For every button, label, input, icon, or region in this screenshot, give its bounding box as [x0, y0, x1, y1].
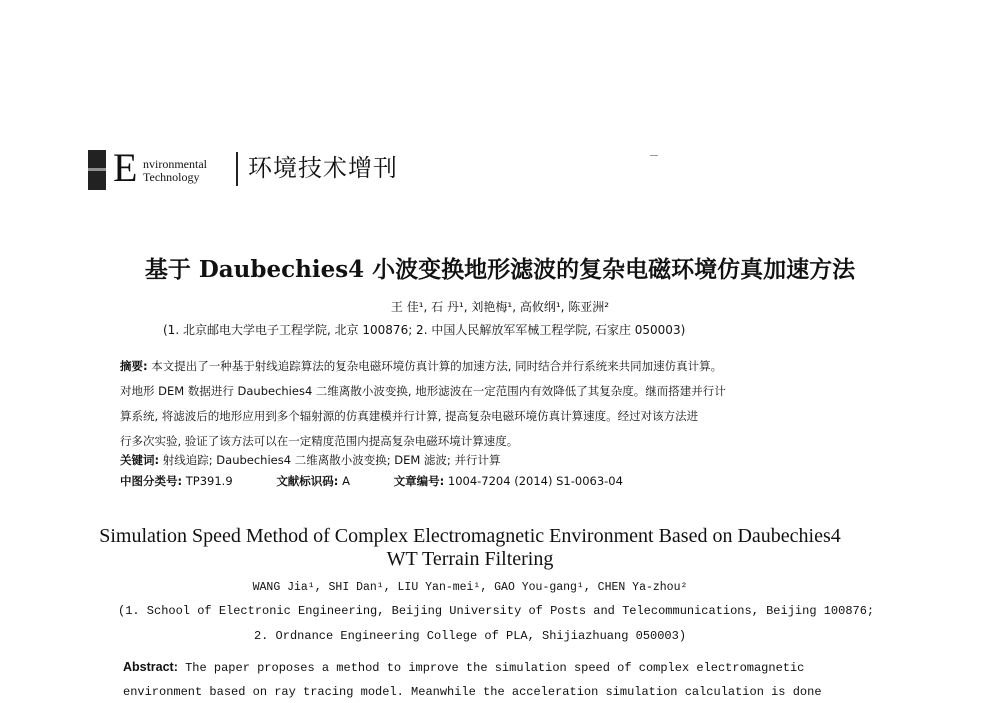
article-number-value: 1004-7204 (2014) S1-0063-04	[447, 474, 623, 488]
keywords-cn	[120, 452, 500, 468]
affiliation-cn: (1. 北京邮电大学电子工程学院, 北京 100876; 2. 中国人民解放军军械工程学院, 石家庄 050003)	[163, 323, 686, 337]
paper-title-en	[0, 525, 940, 571]
abstract-cn-text: 本文提出了一种基于射线追踪算法的复杂电磁环境仿真计算的加速方法, 同时结合并行系统来共同加速仿真计算。	[151, 359, 723, 373]
scan-mark	[650, 155, 658, 156]
abstract-en-line1	[123, 660, 804, 675]
affiliation-en-line2: 2. Ordnance Engineering College of PLA, Shijiazhuang 050003)	[253, 629, 687, 643]
journal-logo-line1: nvironmental	[143, 157, 207, 171]
class-value: TP391.9	[185, 474, 233, 488]
abstract-cn-line: 对地形 DEM 数据进行 Daubechies4 二维离散小波变换, 地形滤波在一定范围内有效降低了其复杂度。继而搭建并行计	[120, 384, 726, 398]
abstract-cn	[120, 354, 830, 454]
affiliation-en-line1: (1. School of Electronic Engineering, Beijing University of Posts and Telecommunications, Beijing 100876;	[118, 604, 875, 618]
class-label: 中图分类号:	[120, 474, 183, 488]
paper-title-en-line2: WT Terrain Filtering	[386, 548, 554, 570]
abstract-cn-label: 摘要:	[120, 359, 148, 373]
abstract-cn-line: 算系统, 将滤波后的地形应用到多个辐射源的仿真建模并行计算, 提高复杂电磁环境仿真计算速度。经过对该方法进	[120, 409, 699, 423]
journal-logo-line2: Technology	[143, 170, 200, 184]
abstract-en-label: Abstract:	[123, 660, 178, 674]
journal-logo-text	[143, 158, 207, 184]
paper-title-cn: 基于 Daubechies4 小波变换地形滤波的复杂电磁环境仿真加速方法	[144, 256, 856, 283]
abstract-en-text: The paper proposes a method to improve the simulation speed of complex electromagnetic	[185, 661, 805, 675]
abstract-cn-line	[120, 354, 830, 379]
paper-title-en-line1: Simulation Speed Method of Complex Electromagnetic Environment Based on Daubechies4	[99, 525, 841, 547]
abstract-cn-line: 行多次实验, 验证了该方法可以在一定精度范围内提高复杂电磁环境计算速度。	[120, 434, 519, 448]
authors-en: WANG Jia¹, SHI Dan¹, LIU Yan-mei¹, GAO You-gang¹, CHEN Ya-zhou²	[252, 581, 688, 594]
classification-line	[120, 473, 623, 489]
journal-header-divider	[236, 152, 238, 186]
authors-cn: 王 佳¹, 石 丹¹, 刘艳梅¹, 高攸纲¹, 陈亚洲²	[390, 300, 610, 314]
journal-name-cn: 环境技术增刊	[248, 154, 398, 182]
article-number-label: 文章编号:	[393, 474, 445, 488]
journal-logo-block-icon	[88, 150, 106, 190]
journal-logo-letter: E	[113, 145, 138, 190]
keywords-cn-label: 关键词:	[120, 453, 160, 467]
doc-code-value: A	[342, 474, 350, 488]
keywords-cn-value: 射线追踪; Daubechies4 二维离散小波变换; DEM 滤波; 并行计算	[162, 453, 501, 467]
abstract-en-line2: environment based on ray tracing model. Meanwhile the acceleration simulation calculation is done	[123, 685, 822, 699]
doc-code-label: 文献标识码:	[276, 474, 339, 488]
